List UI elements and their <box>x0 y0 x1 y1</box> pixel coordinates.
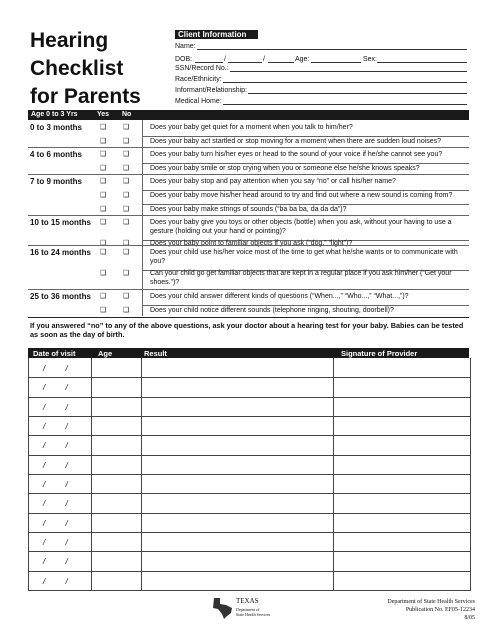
yes-checkbox[interactable]: ❑ <box>100 138 107 145</box>
no-checkbox[interactable]: ❑ <box>123 192 130 199</box>
checklist-question: Does your baby give you toys or other objects (bottle) when you ask, without your having to use a gesture (holding out your hand or pointing)? <box>150 219 452 235</box>
title-line-1: Hearing <box>30 29 109 52</box>
age-group-label: 16 to 24 months <box>30 248 91 257</box>
col-age: Age <box>98 349 113 358</box>
client-information-heading: Client Information <box>175 30 258 39</box>
yes-checkbox[interactable]: ❑ <box>100 124 107 131</box>
date-of-visit-field[interactable]: / / <box>43 557 77 567</box>
col-date-of-visit: Date of visit <box>33 349 76 358</box>
logo-line-2: State Health Services <box>236 612 271 617</box>
checklist-question: Does your child use his/her voice most of the time to get what he/she wants or to communicate with you? <box>150 249 458 265</box>
footer-date: 8/05 <box>464 615 475 621</box>
checklist-question: Does your child answer different kinds of questions (“When...,” “Who...,” “What...,”)? <box>150 293 409 300</box>
yes-checkbox[interactable]: ❑ <box>100 293 107 300</box>
visit-log-header <box>28 348 469 358</box>
yes-checkbox[interactable]: ❑ <box>100 151 107 158</box>
yes-checkbox[interactable]: ❑ <box>100 192 107 199</box>
sex-label: Sex: <box>363 56 378 63</box>
yes-checkbox[interactable]: ❑ <box>100 240 107 247</box>
informant-field[interactable] <box>175 85 467 96</box>
ssn-field[interactable] <box>175 63 467 74</box>
no-checkbox[interactable]: ❑ <box>123 219 130 226</box>
yes-checkbox[interactable]: ❑ <box>100 178 107 185</box>
visit-log-table <box>28 358 471 591</box>
yes-checkbox[interactable]: ❑ <box>100 307 107 314</box>
age-group-label: 0 to 3 months <box>30 123 83 132</box>
checklist-question: Does your baby make strings of sounds (“ba ba ba, da da da”)? <box>150 206 347 213</box>
no-checkbox[interactable]: ❑ <box>123 165 130 172</box>
age-label: Age: <box>295 56 310 63</box>
checklist-header <box>28 110 469 120</box>
date-of-visit-field[interactable]: / / <box>43 499 77 509</box>
yes-checkbox[interactable]: ❑ <box>100 270 107 277</box>
name-field[interactable] <box>175 41 467 52</box>
date-of-visit-field[interactable]: / / <box>43 518 77 528</box>
no-checkbox[interactable]: ❑ <box>123 307 130 314</box>
name-label: Name: <box>175 43 196 50</box>
title-line-2: Checklist <box>30 57 124 80</box>
no-checkbox[interactable]: ❑ <box>123 240 130 247</box>
title-line-3: for Parents <box>30 85 141 108</box>
logo-line-1: Department of <box>236 607 260 612</box>
no-checkbox[interactable]: ❑ <box>123 151 130 158</box>
date-of-visit-field[interactable]: / / <box>43 480 77 489</box>
age-group-label: 4 to 6 months <box>30 150 83 159</box>
col-yes: Yes <box>97 111 110 118</box>
checklist-question: Does your baby stop and pay attention when you say “no” or call his/her name? <box>150 178 396 185</box>
col-result: Result <box>144 349 167 358</box>
col-age-range: Age 0 to 3 Yrs <box>31 111 78 118</box>
date-of-visit-field[interactable]: / / <box>43 460 77 470</box>
checklist-question: Does your baby point to familiar objects if you ask (“dog,” “light”)? <box>150 240 353 247</box>
col-no: No <box>122 111 132 118</box>
dob-label: DOB: <box>175 56 193 63</box>
no-checkbox[interactable]: ❑ <box>123 270 130 277</box>
no-checkbox[interactable]: ❑ <box>123 124 130 131</box>
date-of-visit-field[interactable]: / / <box>43 538 77 547</box>
medical-home-label: Medical Home: <box>175 98 222 105</box>
checklist-question: Does your baby get quiet for a moment when you talk to him/her? <box>150 124 353 131</box>
yes-checkbox[interactable]: ❑ <box>100 206 107 213</box>
dob-separator: / <box>263 56 265 63</box>
no-checkbox[interactable]: ❑ <box>123 138 130 145</box>
dob-separator: / <box>224 56 226 63</box>
race-field[interactable] <box>175 74 467 85</box>
date-of-visit-field[interactable]: / / <box>43 576 77 586</box>
date-of-visit-field[interactable]: / / <box>43 441 77 451</box>
texas-dshs-logo <box>212 594 282 624</box>
col-signature: Signature of Provider <box>341 349 418 358</box>
advice-note: If you answered “no” to any of the above questions, ask your doctor about a hearing test for your baby. Babies can be tested as soon as the day of birth. <box>30 321 464 339</box>
footer-publication: Publication No. EF05-12234 <box>405 607 475 613</box>
age-group-label: 7 to 9 months <box>30 177 83 186</box>
medical-home-field[interactable] <box>175 96 467 107</box>
yes-checkbox[interactable]: ❑ <box>100 249 107 256</box>
date-of-visit-field[interactable]: / / <box>43 422 77 431</box>
date-of-visit-field[interactable]: / / <box>43 402 77 412</box>
logo-state: TEXAS <box>236 597 259 605</box>
no-checkbox[interactable]: ❑ <box>123 293 130 300</box>
checklist-question: Does your baby smile or stop crying when you or someone else he/she knows speaks? <box>150 165 420 172</box>
no-checkbox[interactable]: ❑ <box>123 206 130 213</box>
texas-map-icon <box>212 596 234 620</box>
yes-checkbox[interactable]: ❑ <box>100 165 107 172</box>
checklist-question: Does your baby turn his/her eyes or head to the sound of your voice if he/she cannot see you? <box>150 151 443 158</box>
ssn-label: SSN/Record No.: <box>175 65 229 72</box>
yes-checkbox[interactable]: ❑ <box>100 219 107 226</box>
age-group-label: 10 to 15 months <box>30 218 91 227</box>
date-of-visit-field[interactable]: / / <box>43 383 77 393</box>
age-group-label: 25 to 36 months <box>30 292 91 301</box>
checklist-question: Does your baby move his/her head around to try and find out where a new sound is coming from? <box>150 192 453 199</box>
date-of-visit-field[interactable]: / / <box>43 364 77 373</box>
race-label: Race/Ethnicity: <box>175 76 222 83</box>
checklist-question: Does your baby act startled or stop moving for a moment when there are sudden loud noises? <box>150 138 442 145</box>
informant-label: Informant/Relationship: <box>175 87 247 94</box>
no-checkbox[interactable]: ❑ <box>123 178 130 185</box>
footer-dept: Department of State Health Services <box>387 599 475 605</box>
no-checkbox[interactable]: ❑ <box>123 249 130 256</box>
checklist-question: Does your child notice different sounds (telephone ringing, shouting, doorbell)? <box>150 307 394 314</box>
checklist-question: Can your child go get familiar objects that are kept in a regular place if you ask him/her (“Get your shoes.”)? <box>150 270 452 286</box>
